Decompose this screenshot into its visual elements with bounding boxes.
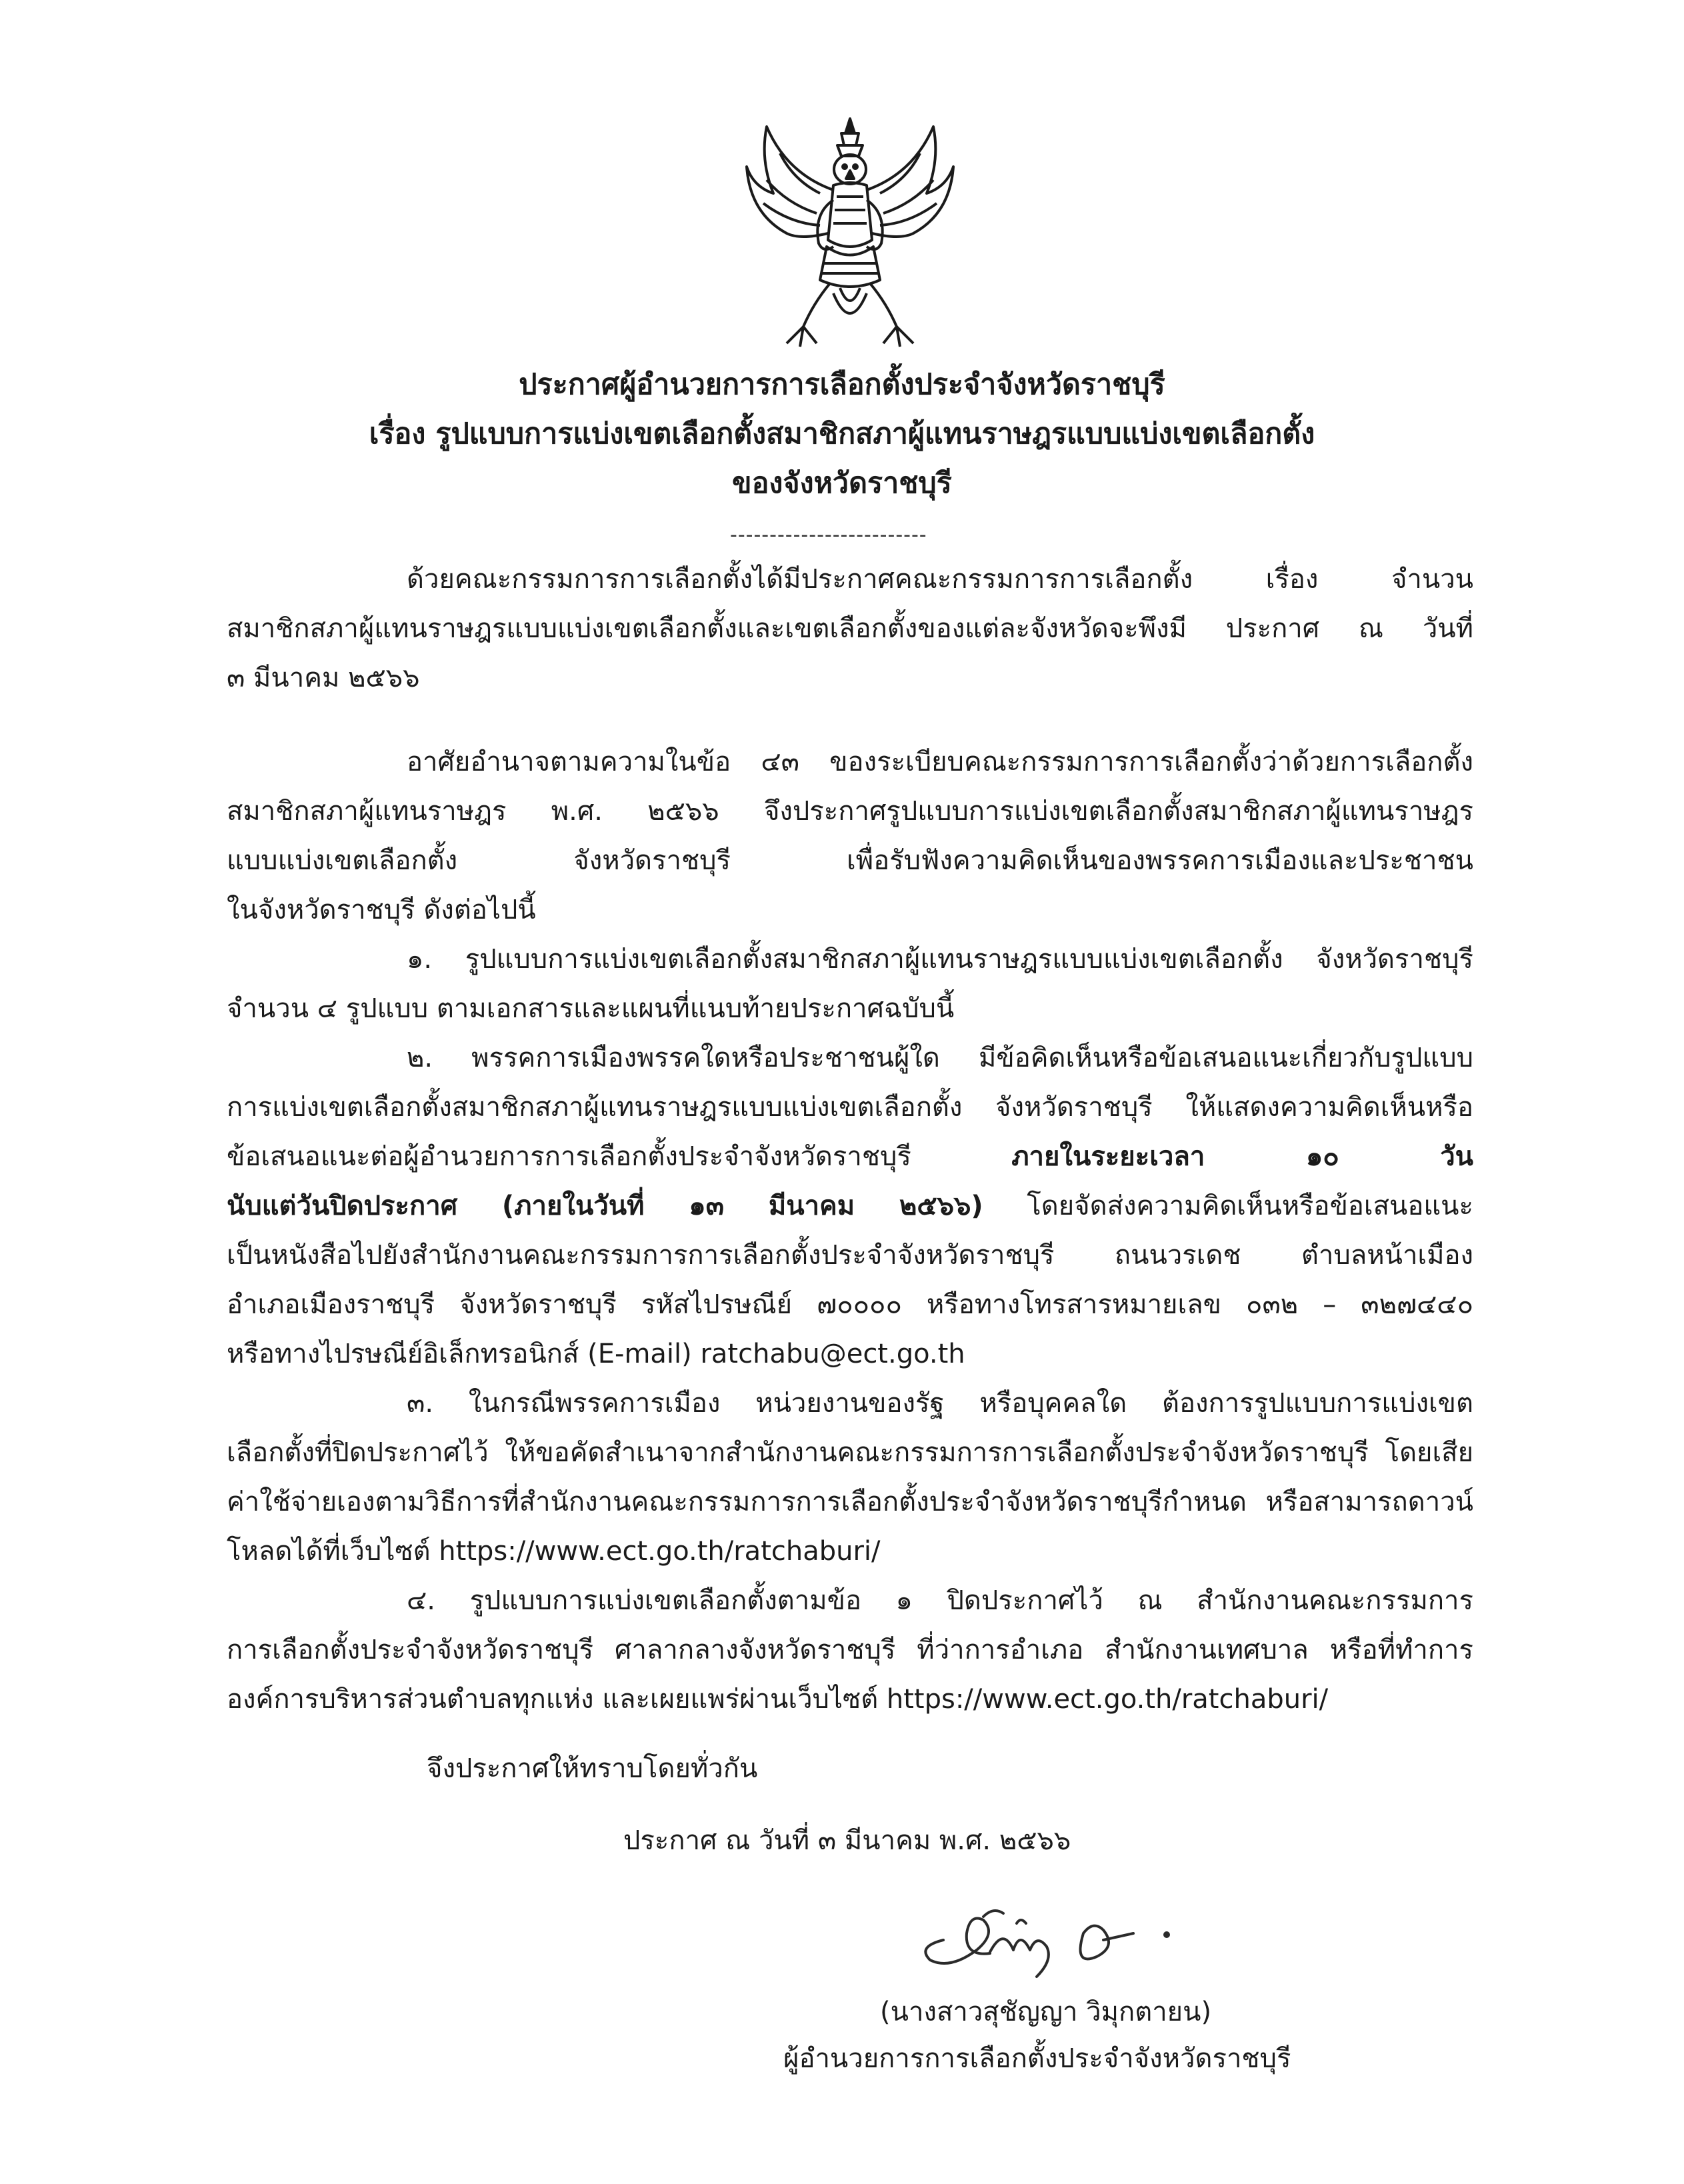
text-line: สมาชิกสภาผู้แทนราษฎร พ.ศ. ๒๕๖๖ จึงประกาศรูปแบบการแบ่งเขตเลือกตั้งสมาชิกสภาผู้แทนราษฎร <box>227 796 1473 827</box>
closing-statement: จึงประกาศให้ทราบโดยทั่วกัน <box>427 1753 758 1784</box>
text-line: อำเภอเมืองราชบุรี จังหวัดราชบุรี รหัสไปรษณีย์ ๗๐๐๐๐ หรือทางโทรสารหมายเลข ๐๓๒ – ๓๒๗๔๔๐ <box>227 1289 1473 1320</box>
signature-image <box>903 1893 1190 1980</box>
deadline-text: ภายในระยะเวลา ๑๐ วัน <box>1011 1141 1473 1172</box>
text-line: แบบแบ่งเขตเลือกตั้ง จังหวัดราชบุรี เพื่อรับฟังความคิดเห็นของพรรคการเมืองและประชาชน <box>227 845 1473 876</box>
text-line: เลือกตั้งที่ปิดประกาศไว้ ให้ขอคัดสำเนาจากสำนักงานคณะกรรมการการเลือกตั้งประจำจังหวัดราชบุรี โดยเสีย <box>227 1437 1473 1468</box>
title-separator: ------------------------- <box>730 523 927 547</box>
announcement-body <box>227 555 1473 1724</box>
text-line: ๒. พรรคการเมืองพรรคใดหรือประชาชนผู้ใด มีข้อคิดเห็นหรือข้อเสนอแนะเกี่ยวกับรูปแบบ <box>407 1043 1473 1073</box>
signer-name: (นางสาวสุชัญญา วิมุกตายน) <box>880 1997 1212 2027</box>
text-line: สมาชิกสภาผู้แทนราษฎรแบบแบ่งเขตเลือกตั้งและเขตเลือกตั้งของแต่ละจังหวัดจะพึงมี ประกาศ ณ วันที่ <box>227 613 1473 644</box>
text-line: อาศัยอำนาจตามความในข้อ ๔๓ ของระเบียบคณะกรรมการการเลือกตั้งว่าด้วยการเลือกตั้ง <box>407 747 1473 777</box>
text-line: การเลือกตั้งประจำจังหวัดราชบุรี ศาลากลางจังหวัดราชบุรี ที่ว่าการอำเภอ สำนักงานเทศบาล หรือที่ทำการ <box>227 1635 1473 1665</box>
announcement-title <box>133 360 1551 508</box>
text-line: ค่าใช้จ่ายเองตามวิธีการที่สำนักงานคณะกรรมการการเลือกตั้งประจำจังหวัดราชบุรีกำหนด หรือสามารถดาวน์ <box>227 1487 1473 1517</box>
paragraph-preamble <box>227 555 1473 703</box>
text-line: ๓ มีนาคม ๒๕๖๖ <box>227 663 420 693</box>
item-3 <box>227 1379 1473 1576</box>
text-line: การแบ่งเขตเลือกตั้งสมาชิกสภาผู้แทนราษฎรแบบแบ่งเขตเลือกตั้ง จังหวัดราชบุรี ให้แสดงความคิดเห็นหรือ <box>227 1092 1473 1123</box>
text-line: ในจังหวัดราชบุรี ดังต่อไปนี้ <box>227 895 536 925</box>
garuda-emblem-icon <box>740 113 960 353</box>
text-line: ๓. ในกรณีพรรคการเมือง หน่วยงานของรัฐ หรือบุคคลใด ต้องการรูปแบบการแบ่งเขต <box>407 1388 1473 1419</box>
text-line: เป็นหนังสือไปยังสำนักงานคณะกรรมการการเลือกตั้งประจำจังหวัดราชบุรี ถนนวรเดช ตำบลหน้าเมือง <box>227 1240 1473 1271</box>
signer-title: ผู้อำนวยการการเลือกตั้งประจำจังหวัดราชบุรี <box>783 2043 1291 2074</box>
text-line: ๑. รูปแบบการแบ่งเขตเลือกตั้งสมาชิกสภาผู้แทนราษฎรแบบแบ่งเขตเลือกตั้ง จังหวัดราชบุรี <box>407 944 1473 975</box>
text-line: ด้วยคณะกรรมการการเลือกตั้งได้มีประกาศคณะกรรมการการเลือกตั้ง เรื่อง จำนวน <box>407 564 1473 595</box>
deadline-date-text: นับแต่วันปิดประกาศ (ภายในวันที่ ๑๓ มีนาคม ๒๕๖๖) <box>227 1191 983 1221</box>
text-line: จำนวน ๔ รูปแบบ ตามเอกสารและแผนที่แนบท้ายประกาศฉบับนี้ <box>227 993 955 1024</box>
text-line <box>227 1132 1473 1181</box>
title-line-2: เรื่อง รูปแบบการแบ่งเขตเลือกตั้งสมาชิกสภาผู้แทนราษฎรแบบแบ่งเขตเลือกตั้ง <box>369 417 1315 451</box>
title-line-1: ประกาศผู้อำนวยการการเลือกตั้งประจำจังหวัดราชบุรี <box>519 368 1165 401</box>
item-2 <box>227 1033 1473 1379</box>
item-4 <box>227 1576 1473 1724</box>
text-line: ๔. รูปแบบการแบ่งเขตเลือกตั้งตามข้อ ๑ ปิดประกาศไว้ ณ สำนักงานคณะกรรมการ <box>407 1585 1473 1616</box>
paragraph-authority <box>227 737 1473 935</box>
text-line: หรือทางไปรษณีย์อิเล็กทรอนิกส์ (E-mail) ratchabu@ect.go.th <box>227 1339 965 1369</box>
announcement-date: ประกาศ ณ วันที่ ๓ มีนาคม พ.ศ. ๒๕๖๖ <box>623 1825 1071 1856</box>
text-line: องค์การบริหารส่วนตำบลทุกแห่ง และเผยแพร่ผ่านเว็บไซต์ https://www.ect.go.th/ratchaburi/ <box>227 1684 1329 1715</box>
item-1 <box>227 935 1473 1033</box>
text-segment: ข้อเสนอแนะต่อผู้อำนวยการการเลือกตั้งประจำจังหวัดราชบุรี <box>227 1141 1012 1172</box>
text-segment: โดยจัดส่งความคิดเห็นหรือข้อเสนอแนะ <box>983 1191 1473 1221</box>
text-line: โหลดได้ที่เว็บไซต์ https://www.ect.go.th/ratchaburi/ <box>227 1536 881 1567</box>
text-line <box>227 1181 1473 1231</box>
title-line-3: ของจังหวัดราชบุรี <box>732 467 952 500</box>
